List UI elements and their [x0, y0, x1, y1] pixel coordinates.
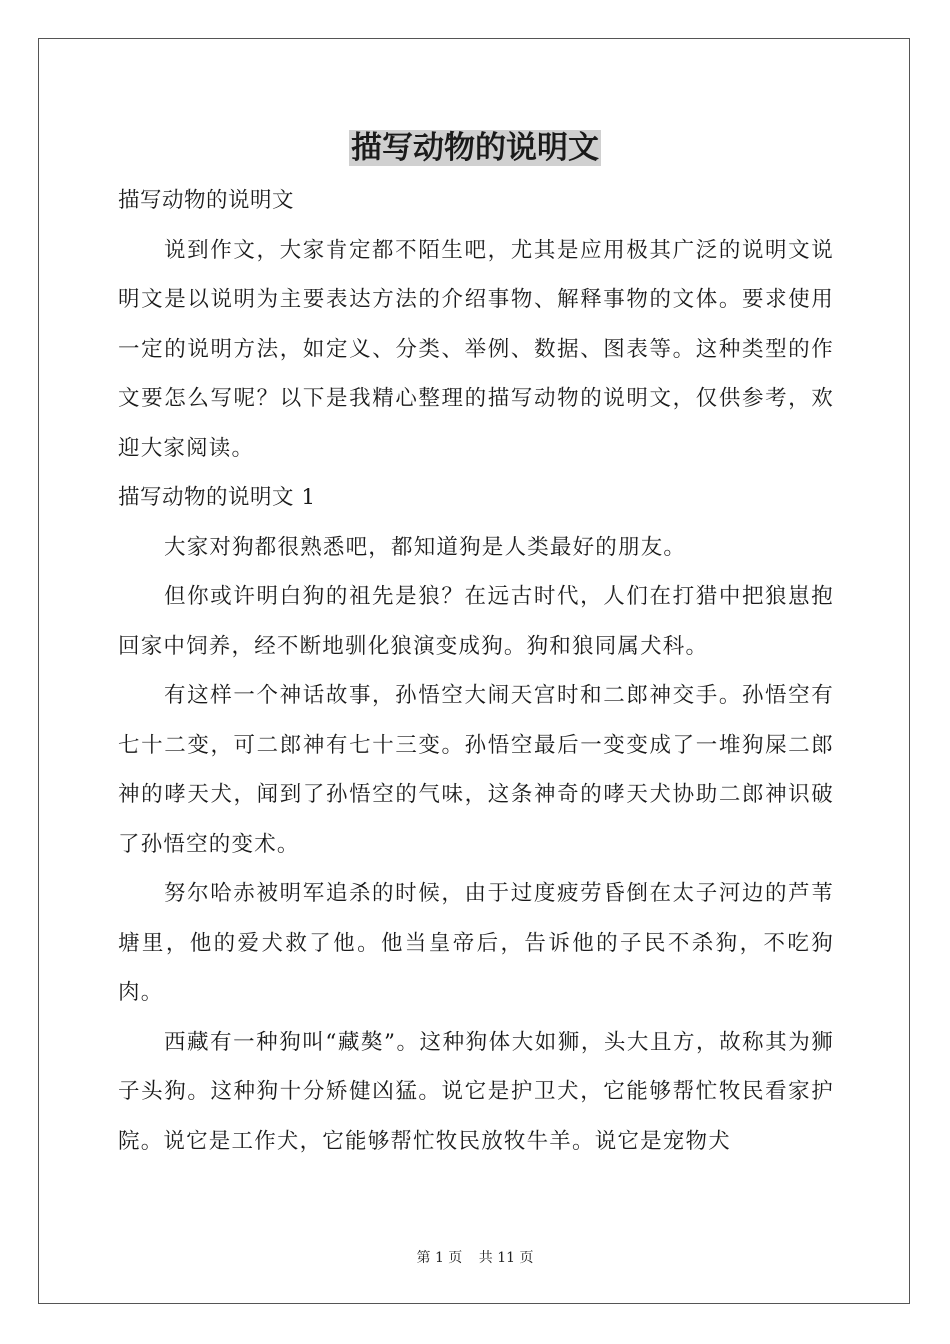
document-title: [0, 124, 950, 172]
page-number: 第 1 页: [416, 1250, 463, 1266]
section-heading: 描写动物的说明文: [118, 188, 295, 213]
page-footer: [0, 1248, 950, 1268]
body-paragraph: 有这样一个神话故事，孙悟空大闹天宫时和二郎神交手。孙悟空有七十二变，可二郎神有七十三变。孙悟空最后一变变成了一堆狗屎二郎神的哮天犬，闻到了孙悟空的气味，这条神奇的哮天犬协助二郎神识破了孙悟空的变术。: [118, 683, 834, 857]
body-paragraph: 但你或许明白狗的祖先是狼？在远古时代，人们在打猎中把狼崽抱回家中饲养，经不断地驯化狼演变成狗。狗和狼同属犬科。: [118, 584, 834, 659]
page-total: 共 11 页: [478, 1250, 534, 1266]
body-paragraph: 西藏有一种狗叫“藏獒”。这种狗体大如狮，头大且方，故称其为狮子头狗。这种狗十分矫健凶猛。说它是护卫犬，它能够帮忙牧民看家护院。说它是工作犬，它能够帮忙牧民放牧牛羊。说它是宠物犬: [118, 1029, 834, 1154]
body-paragraph: 大家对狗都很熟悉吧，都知道狗是人类最好的朋友。: [164, 534, 687, 560]
document-title-text: 描写动物的说明文: [351, 130, 599, 166]
document-body: [118, 176, 834, 1166]
body-paragraph: 说到作文，大家肯定都不陌生吧，尤其是应用极其广泛的说明文说明文是以说明为主要表达方法的介绍事物、解释事物的文体。要求使用一定的说明方法，如定义、分类、举例、数据、图表等。这种类型的作文要怎么写呢？以下是我精心整理的描写动物的说明文，仅供参考，欢迎大家阅读。: [118, 237, 834, 461]
section-heading: 描写动物的说明文 1: [118, 485, 316, 510]
body-paragraph: 努尔哈赤被明军追杀的时候，由于过度疲劳昏倒在太子河边的芦苇塘里，他的爱犬救了他。他当皇帝后，告诉他的子民不杀狗，不吃狗肉。: [118, 881, 834, 1005]
